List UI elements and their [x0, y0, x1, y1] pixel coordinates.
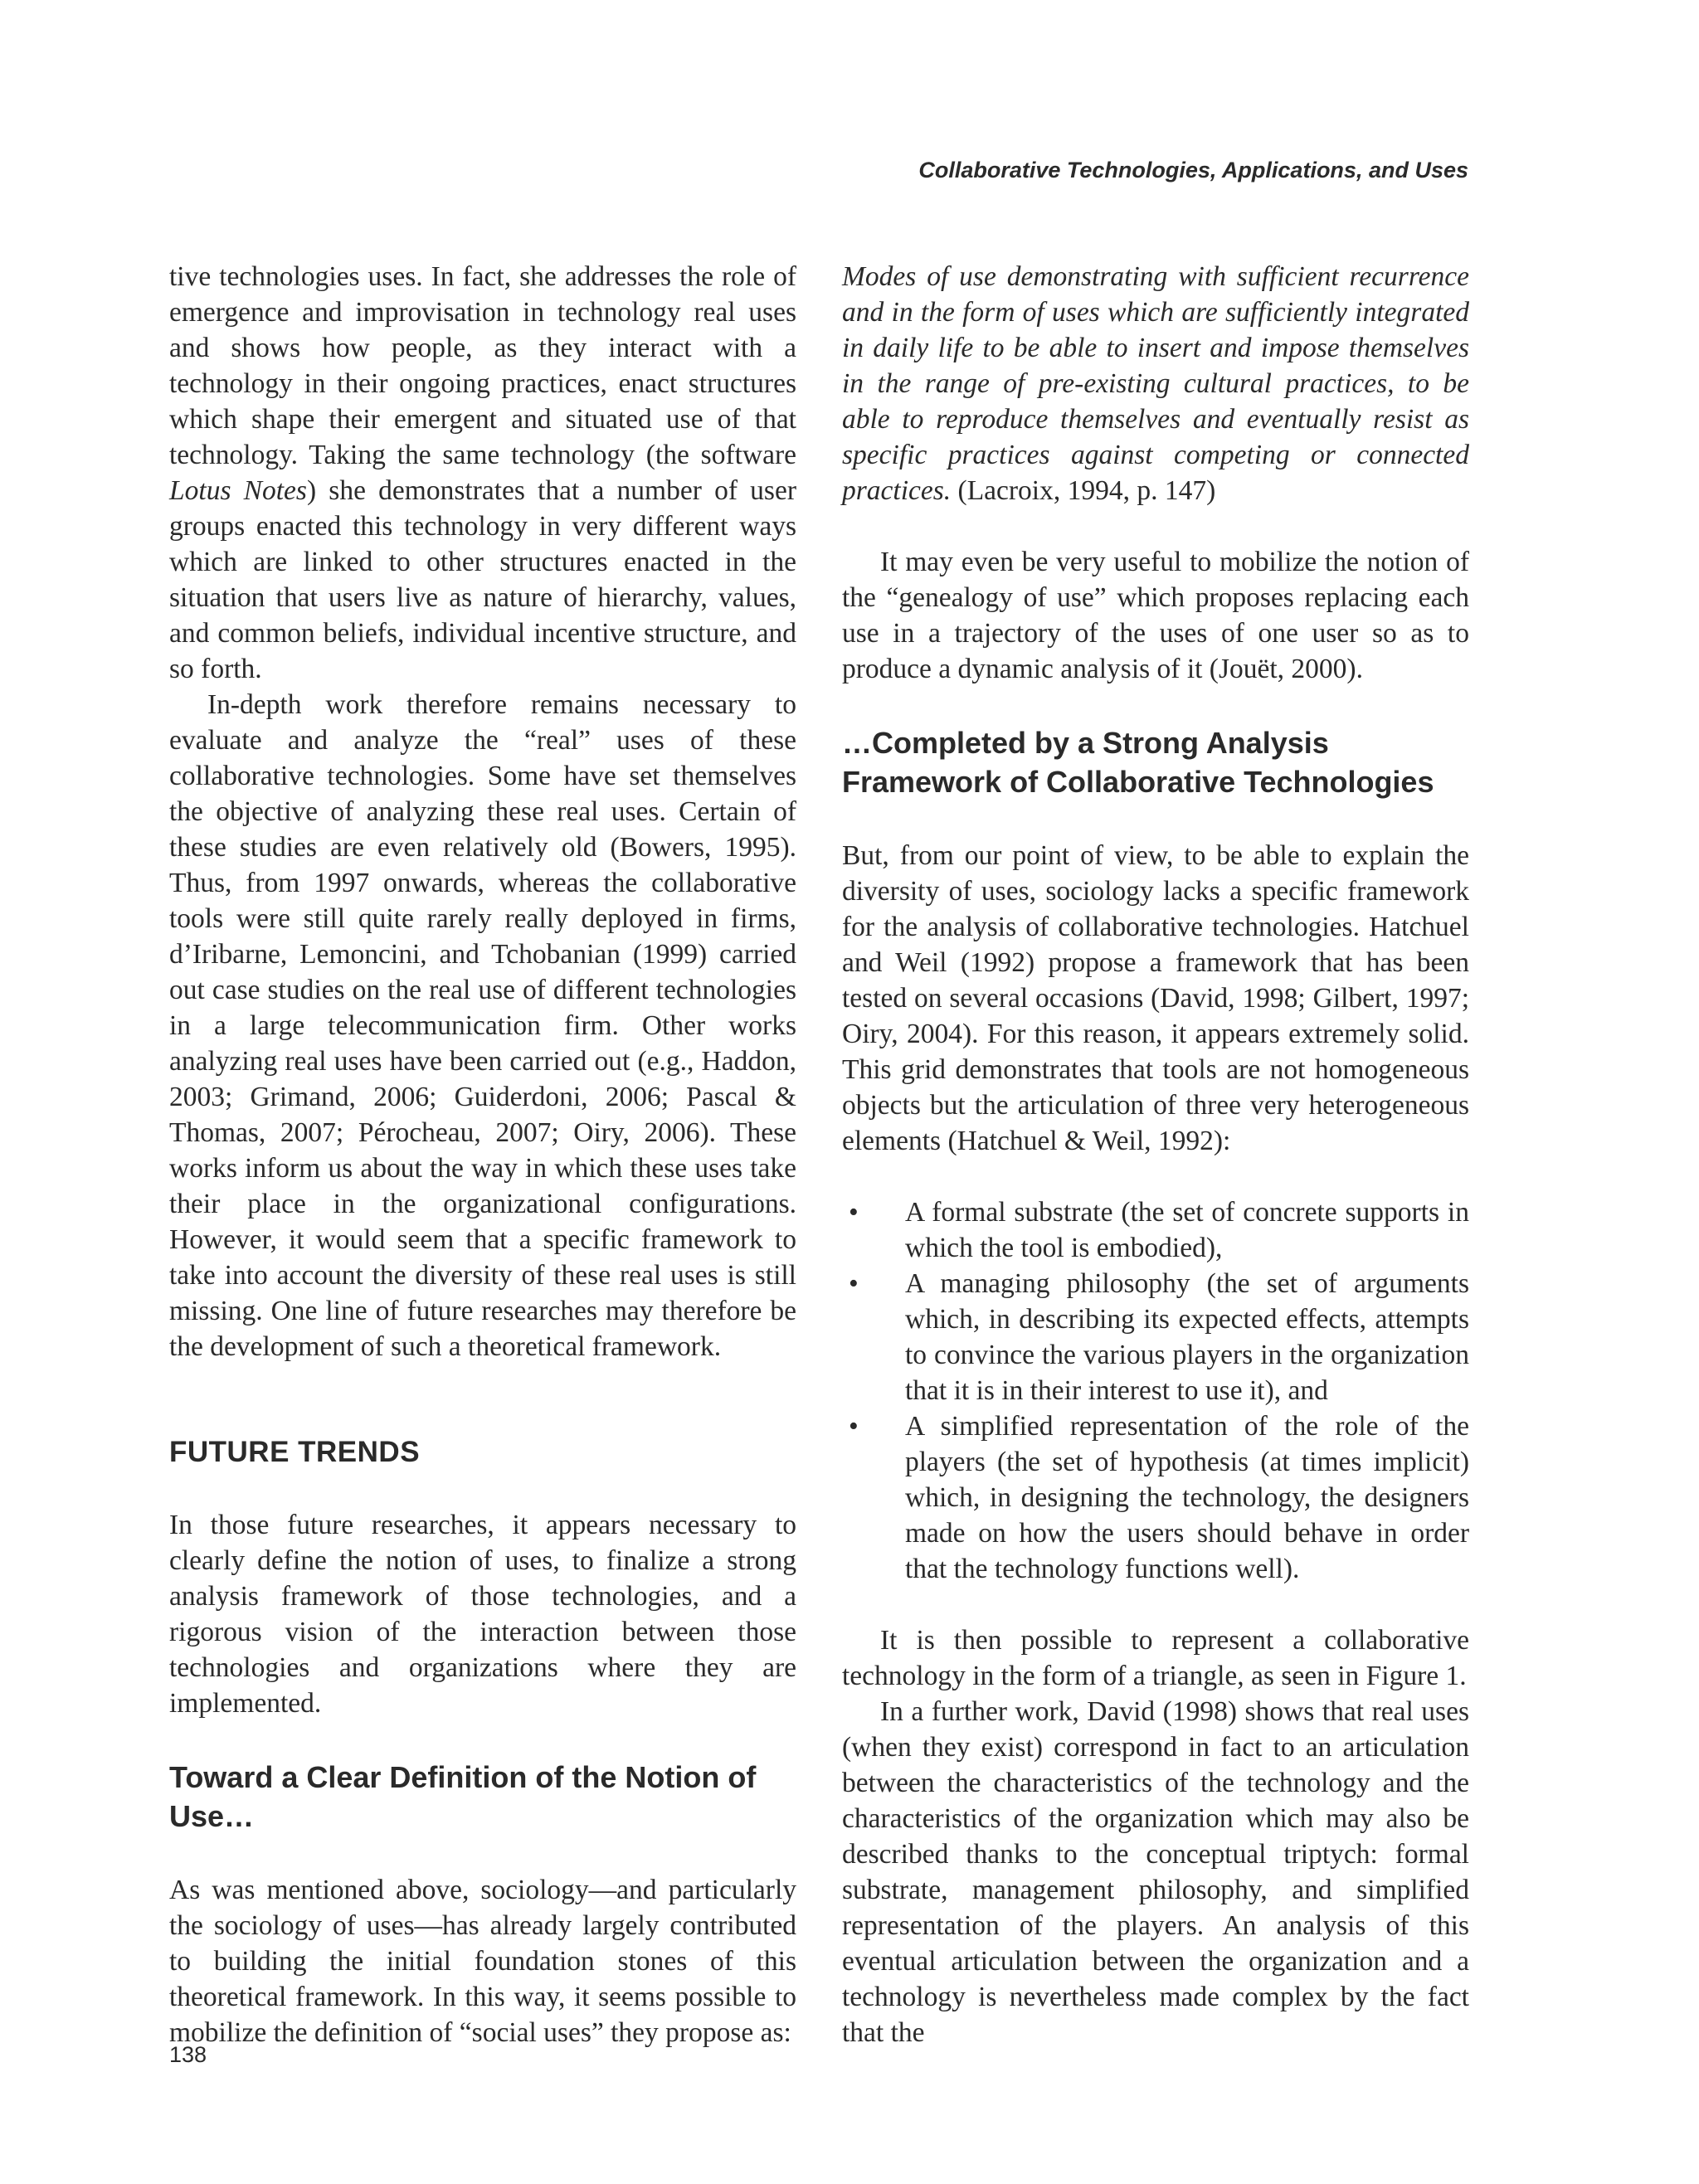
paragraph-continuation — [169, 259, 796, 687]
subheading-analysis-framework: …Completed by a Strong Analysis Framework of Collaborative Technologies — [842, 726, 1434, 799]
list-item: • A formal substrate (the set of concrete supports in which the tool is embodied), — [842, 1194, 1469, 1266]
paragraph-sociology: As was mentioned above, sociology—and particularly the sociology of uses—has already largely contributed to building the initial foundation stones of this theoretical framework. In this way, it seems possible to mobilize the definition of “social uses” they propose as: — [169, 1875, 796, 2048]
paragraph-text: ) she demonstrates that a number of user groups enacted this technology in very different ways which are linked to other structures enacted in the situation that users live as nature of hierarchy, values, and common beliefs, individual incentive structure, and so forth. — [169, 475, 796, 684]
paragraph-text: tive technologies uses. In fact, she addresses the role of emergence and improvisation in technology real uses and shows how people, as they interact with a technology in their ongoing practices, enact structures which shape their emergent and situated use of that technology. Taking the same technology (the software — [169, 261, 796, 470]
paragraph-triangle: It is then possible to represent a collaborative technology in the form of a triangle, as seen in Figure 1. — [842, 1625, 1469, 1691]
paragraph-framework: But, from our point of view, to be able to explain the diversity of uses, sociology lacks a specific framework for the analysis of collaborative technologies. Hatchuel and Weil (1992) propose a framework that has been tested on several occasions (David, 1998; Gilbert, 1997; Oiry, 2004). For this reason, it appears extremely solid. This grid demonstrates that tools are not homogeneous objects but the articulation of three very heterogeneous elements (Hatchuel & Weil, 1992): — [842, 840, 1469, 1156]
paragraph-future-research: In those future researches, it appears necessary to clearly define the notion of uses, to finalize a strong analysis framework of those technologies, and a rigorous vision of the interaction between those technologies and organizations where they are implemented. — [169, 1510, 796, 1719]
list-item: • A managing philosophy (the set of arguments which, in describing its expected effects, attempts to convince the various players in the organization that it is in their interest to use it), and — [842, 1266, 1469, 1408]
left-column — [169, 259, 796, 2050]
paragraph-genealogy: It may even be very useful to mobilize the notion of the “genealogy of use” which proposes replacing each use in a trajectory of the uses of one user so as to produce a dynamic analysis of it (Jouët, 2000). — [842, 547, 1469, 684]
quote-citation: (Lacroix, 1994, p. 147) — [957, 475, 1216, 506]
software-name: Lotus Notes — [169, 475, 307, 506]
block-quote — [842, 259, 1469, 508]
running-header-title: Collaborative Technologies, Applications, and Uses — [918, 158, 1468, 182]
paragraph-real-uses: In-depth work therefore remains necessary to evaluate and analyze the “real” uses of these collaborative technologies. Some have set themselves the objective of analyzing these real uses. Certain of these studies are even relatively old (Bowers, 1995). Thus, from 1997 onwards, whereas the collaborative tools were still quite rarely really deployed in firms, d’Iribarne, Lemoncini, and Tchobanian (1999) carried out case studies on the real use of different technologies in a large telecommunication firm. Other works analyzing real uses have been carried out (e.g., Haddon, 2003; Grimand, 2006; Guiderdoni, 2006; Pascal & Thomas, 2007; Pérocheau, 2007; Oiry, 2006). These works inform us about the way in which these uses take their place in the organizational configurations. However, it would seem that a specific framework to take into account the diversity of these real uses is still missing. One line of future researches may therefore be the development of such a theoretical framework. — [169, 689, 796, 1362]
bullet-list — [842, 1194, 1469, 1587]
subheading-toward-definition: Toward a Clear Definition of the Notion of Use… — [169, 1760, 757, 1833]
right-column — [842, 259, 1469, 2050]
section-heading-future-trends: FUTURE TRENDS — [169, 1436, 421, 1468]
page-number: 138 — [169, 2042, 207, 2067]
paragraph-david: In a further work, David (1998) shows that real uses (when they exist) correspond in fact to an articulation between the characteristics of the technology and the characteristics of the organization which may also be described thanks to the conceptual triptych: formal substrate, management philosophy, and simplified representation of the players. An analysis of this eventual articulation between the organization and a technology is nevertheless made complex by the fact that the — [842, 1696, 1469, 2048]
list-item: • A simplified representation of the role of the players (the set of hypothesis (at times implicit) which, in designing the technology, the designers made on how the users should behave in order that the technology functions well). — [842, 1408, 1469, 1587]
quote-text: Modes of use demonstrating with sufficient recurrence and in the form of uses which are sufficiently integrated in daily life to be able to insert and impose themselves in the range of pre-existing cultural practices, to be able to reproduce themselves and eventually resist as specific practices against competing or connected practices. — [842, 261, 1469, 506]
